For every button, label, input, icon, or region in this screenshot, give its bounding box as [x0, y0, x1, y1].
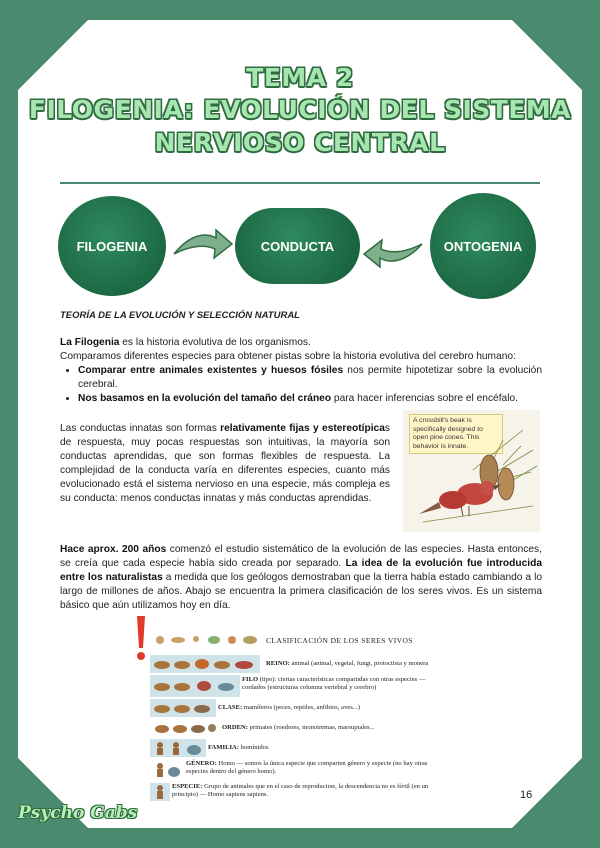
title-line-3: NERVIOSO CENTRAL: [154, 128, 446, 157]
animals-strip-icon: [152, 679, 238, 693]
intro-line-2: Comparamos diferentes especies para obtener pistas sobre la historia evolutiva del cerebro humano:: [60, 351, 516, 362]
animals-strip-icon: [152, 721, 218, 735]
intro-bullets: [60, 364, 542, 406]
history-paragraph: Hace aprox. 200 años comenzó el estudio sistemático de la evolución de las especies. Hasta entonces, se creía que cada especie había sido creada por separado. La idea de la evolución fue introducida entre los naturalistas a medida que los geólogos demostraban que la tierra había estado cambiando a lo largo de millones de años. Abajo se encuentra la primera clasificación de los seres vivos. Es un sistema básico que aún utilizamos hoy en día.: [60, 544, 542, 611]
classification-chart: [150, 627, 432, 802]
title-line-2: FILOGENIA: EVOLUCIÓN DEL SISTEMA: [28, 95, 572, 124]
intro-term: La Filogenia: [60, 337, 120, 348]
classification-title: CLASIFICACIÓN DE LOS SERES VIVOS: [266, 636, 413, 645]
animals-strip-icon: [152, 657, 258, 671]
filogenia-circle: [58, 196, 166, 296]
page-number: 16: [520, 789, 533, 801]
section-heading: TEORÍA DE LA EVOLUCIÓN Y SELECCIÓN NATURAL: [60, 310, 300, 321]
classification-row-reino: REINO: animal (animal, vegetal, fungi, protoctista y monera: [150, 655, 432, 673]
conducta-label: CONDUCTA: [260, 238, 335, 254]
classification-row-genero: GÉNERO: Homo — somos la única especie que comparten género y especie (no hay otras especies dentro del género homo).: [150, 759, 432, 781]
human-icon: [152, 784, 168, 800]
innate-behavior-paragraph: Las conductas innatas son formas relativamente fijas y estereotípicas de respuesta, muy pocas respuestas son intuitivas, la mayoría son conductas aprendidas, que son formas flexibles de respuesta. La complejidad de la conducta varía en diferentes especies, cuanto más evolucionado está el sistema nervioso en una especie, más compleja es su conducta: menos conductas innatas y más conductas aprendidas.: [60, 423, 390, 504]
ontogenia-circle: [430, 193, 536, 299]
animals-strip-icon: [152, 701, 214, 715]
ontogenia-label: ONTOGENIA: [443, 238, 523, 254]
classification-row-filo: FILO (tipo): ciertas características compartidas con otras especies — cordados (estructuras columna vertebral y cerebro): [150, 675, 432, 697]
title-divider: [60, 182, 540, 184]
classification-row-clase: CLASE: mamíferos (peces, reptiles, anfibios, aves...): [150, 699, 432, 717]
classification-row-especie: ESPECIE: Grupo de animales que en el caso de reproducirse, la descendencia no es fértil (en un principio) — Homo sapiens sapiens.: [150, 783, 432, 801]
right-arrow-icon: [172, 228, 234, 264]
organisms-strip-icon: [152, 631, 262, 647]
filogenia-label: FILOGENIA: [76, 238, 148, 254]
intro-rest: es la historia evolutiva de los organismos.: [119, 337, 311, 348]
classification-row-orden: ORDEN: primates (roedores, monotremas, marsupiales...: [150, 719, 432, 737]
intro-paragraph: [60, 336, 542, 406]
classification-row-familia: FAMILIA: homínidos: [150, 739, 432, 757]
bullet-item: • Nos basamos en la evolución del tamaño del cráneo para hacer inferencias sobre el encéfalo.: [78, 392, 542, 406]
figure-caption: A crossbill's beak is specifically designed to open pine cones. This behavior is innate.: [409, 414, 503, 454]
hominids-strip-icon: [152, 762, 182, 778]
left-arrow-icon: [362, 234, 424, 270]
crossbill-figure: [403, 410, 540, 532]
hominids-strip-icon: [152, 740, 204, 756]
bullet-item: • Comparar entre animales existentes y huesos fósiles nos permite hipotetizar sobre la evolución cerebral.: [78, 364, 542, 392]
logo: Psycho Gabs: [18, 803, 138, 823]
crossbill-bird-icon: [403, 410, 540, 532]
exclamation-icon: [134, 614, 148, 662]
conducta-circle: [235, 208, 360, 284]
title-line-1: TEMA 2: [246, 63, 354, 92]
